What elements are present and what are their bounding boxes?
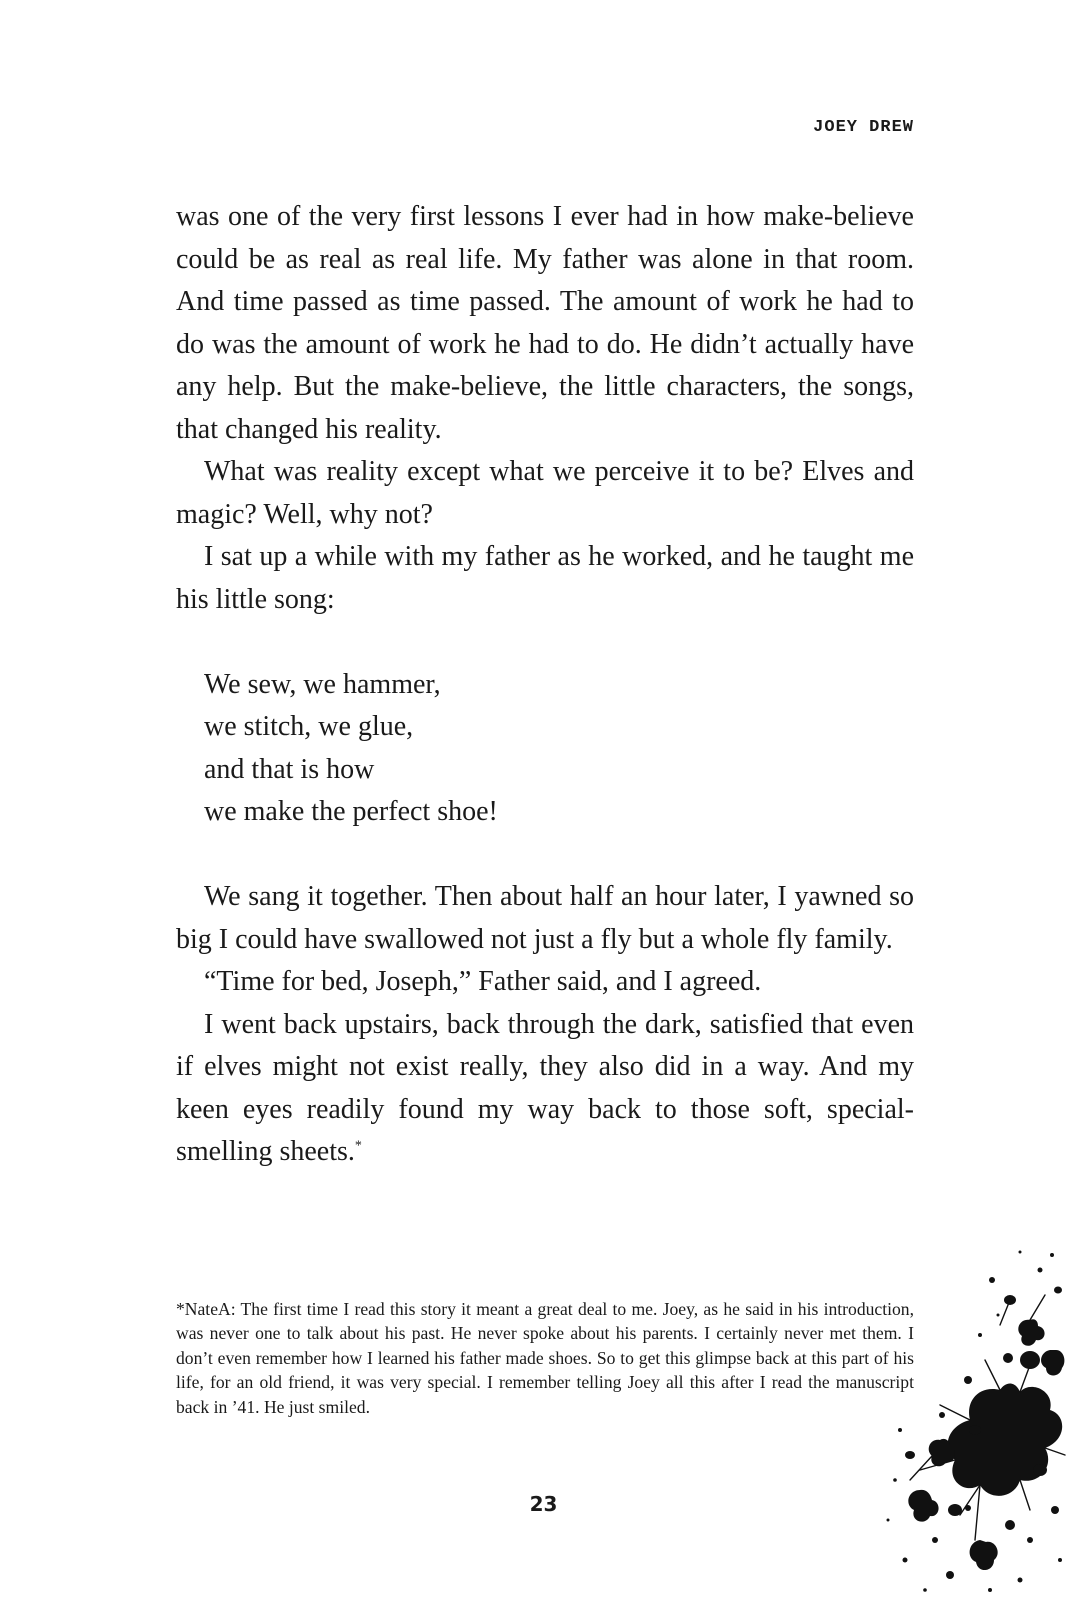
paragraph: We sang it together. Then about half an hour later, I yawned so big I could have swallowed not just a fly but a whole fly family. [176,881,914,955]
verse-line: We sew, we hammer, [204,668,441,700]
paragraph: What was reality except what we perceive it to be? Elves and magic? Well, why not? [176,456,914,530]
running-head: JOEY DREW [813,118,914,137]
footnote: *NateA: The first time I read this story it meant a great deal to me. Joey, as he said in his introduction, was never one to talk about his past. He never spoke about his parents. I certainly never met them. I don’t even remember how I learned his father made shoes. So to get this glimpse back at this part of his life, for an old friend, it was very special. I remember telling Joey all this after I read the manuscript back in ’41. He just smiled. [176,1299,914,1417]
ink-splatter-decoration [880,1240,1067,1600]
paragraph-text: I went back upstairs, back through the dark, satisfied that even if elves might not exist really, they also did in a way. And my keen eyes readily found my way back to those soft, special-smelling sheets. [176,1008,914,1167]
verse-line: and that is how [204,753,375,785]
paragraph [176,1004,914,1174]
song-verse [204,664,914,834]
paragraph: “Time for bed, Joseph,” Father said, and I agreed. [204,966,762,997]
verse-line: we make the perfect shoe! [204,796,498,827]
body-text [176,196,914,1174]
paragraph-continued: was one of the very first lessons I ever had in how make-believe could be as real as real life. My father was alone in that room. And time passed as time passed. The amount of work he had to do was the amount of work he had to do. He didn’t actually have any help. But the make-believe, the little characters, the songs, that changed his reality. [176,201,914,445]
verse-line: we stitch, we glue, [204,711,414,742]
footnote-marker: * [354,1138,362,1154]
paragraph: I sat up a while with my father as he worked, and he taught me his little song: [176,541,914,615]
page-number: 23 [529,1492,558,1516]
